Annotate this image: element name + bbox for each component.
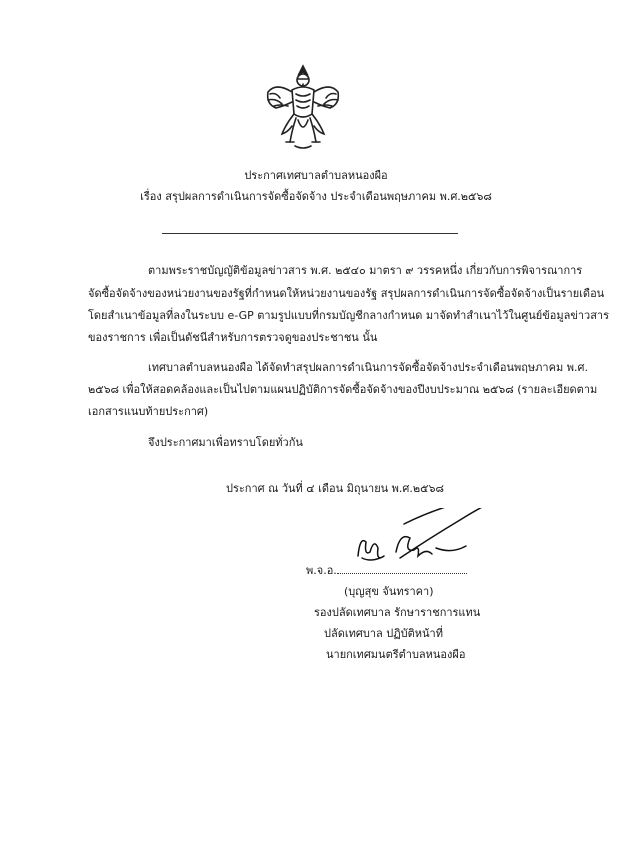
para1-line: ของราชการ เพื่อเป็นดัชนีสำหรับการตรวจดูของประชาชน นั้น [88,331,378,344]
header-divider [162,233,458,234]
signatory-position: ปลัดเทศบาล ปฏิบัติหน้าที่ [324,627,443,640]
signatory-name: (บุญสุข จันทราคา) [344,585,434,598]
signatory-position: รองปลัดเทศบาล รักษาราชการแทน [314,606,481,619]
para2-line: ๒๕๖๘ เพื่อให้สอดคล้องและเป็นไปตามแผนปฏิบัติการจัดซื้อจัดจ้างของปีงบประมาณ ๒๕๖๘ (รายละเอียดตาม [88,383,598,396]
signature-dotted-line [337,564,467,574]
garuda-emblem [262,62,344,152]
announcement-subject: เรื่อง สรุปผลการดำเนินการจัดซื้อจัดจ้าง ประจำเดือนพฤษภาคม พ.ศ.๒๕๖๘ [140,190,492,203]
signatory-prefix-line [306,561,467,579]
para1-line: ตามพระราชบัญญัติข้อมูลข่าวสาร พ.ศ. ๒๕๔๐ มาตรา ๙ วรรคหนึ่ง เกี่ยวกับการพิจารณาการ [148,264,583,277]
para1-line: จัดซื้อจัดจ้างของหน่วยงานของรัฐที่กำหนดให้หน่วยงานของรัฐ สรุปผลการดำเนินการจัดซื้อจัดจ้างเป็นรายเดือน [88,287,605,300]
para2-line: เอกสารแนบท้ายประกาศ) [88,405,209,418]
closing-statement: จึงประกาศมาเพื่อทราบโดยทั่วกัน [148,436,303,449]
para1-line: โดยสำเนาข้อมูลที่ลงในระบบ e-GP ตามรูปแบบที่กรมบัญชีกลางกำหนด มาจัดทำสำเนาไว้ในศูนย์ข้อมูลข่าวสาร [88,309,610,322]
announcement-title: ประกาศเทศบาลตำบลหนองผือ [244,169,388,182]
signatory-prefix: พ.จ.อ. [306,564,337,577]
signatory-position: นายกเทศมนตรีตำบลหนองผือ [326,648,466,661]
announcement-date: ประกาศ ณ วันที่ ๔ เดือน มิถุนายน พ.ศ.๒๕๖๘ [226,482,444,495]
para2-line: เทศบาลตำบลหนองผือ ได้จัดทำสรุปผลการดำเนินการจัดซื้อจัดจ้างประจำเดือนพฤษภาคม พ.ศ. [148,361,588,374]
